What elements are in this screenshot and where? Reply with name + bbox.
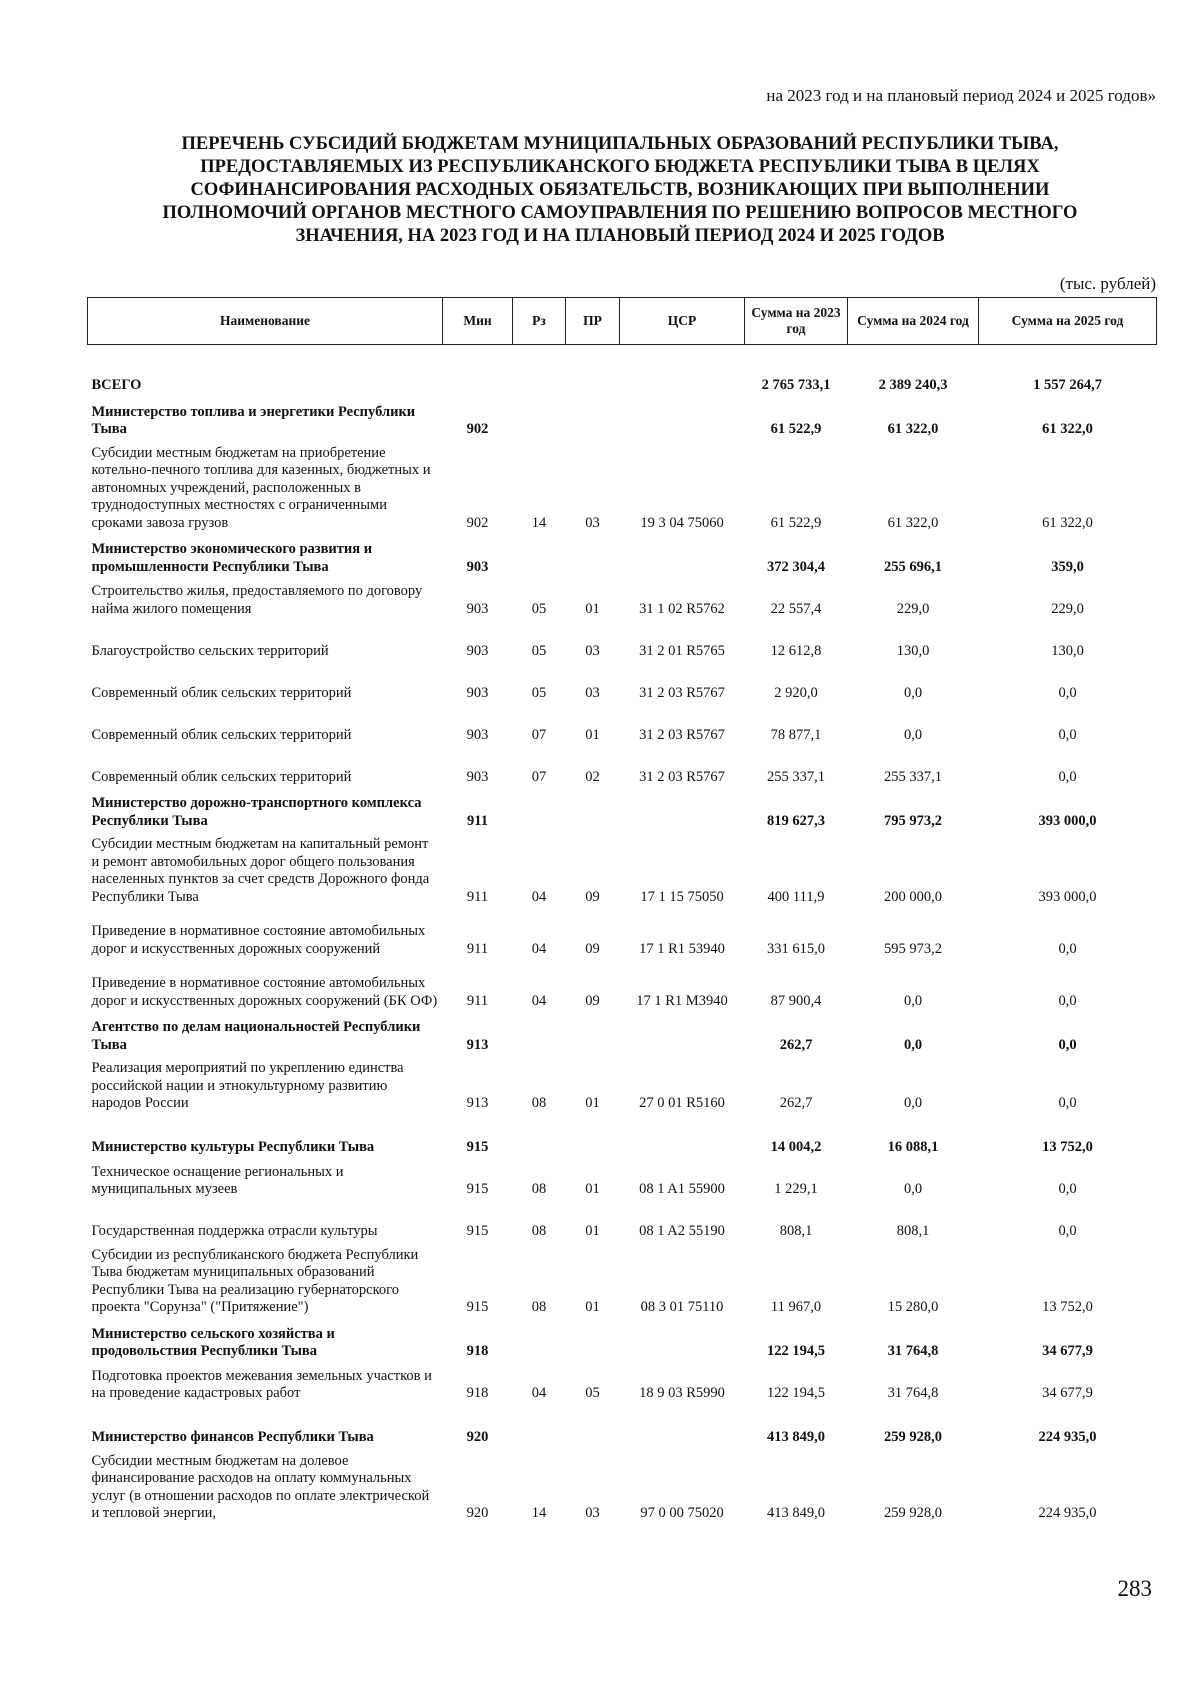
row-sum-2025: 0,0 — [1058, 1181, 1077, 1197]
row-sum-2023: 61 522,9 — [770, 514, 822, 531]
row-min: 902 — [466, 514, 489, 531]
title-line: ПОЛНОМОЧИЙ ОРГАНОВ МЕСТНОГО САМОУПРАВЛЕНИЯ ПО РЕШЕНИЮ ВОПРОСОВ МЕСТНОГО — [162, 203, 1078, 223]
row-rz — [513, 1117, 566, 1161]
row-pr: 05 — [585, 1385, 600, 1401]
table-row — [88, 1245, 1157, 1321]
row-name: Современный облик сельских территорий — [91, 726, 352, 743]
row-pr — [566, 1117, 620, 1161]
row-rz — [513, 790, 566, 834]
table-row — [88, 622, 1157, 664]
row-sum-2024: 259 928,0 — [884, 1505, 942, 1521]
row-sum-2025: 0,0 — [1058, 940, 1077, 957]
row-pr: 03 — [585, 642, 600, 659]
table-row — [88, 1058, 1157, 1117]
row-min: 903 — [466, 642, 489, 659]
row-min: 903 — [466, 684, 489, 701]
row-sum-2023: 12 612,8 — [770, 642, 822, 659]
row-rz: 04 — [531, 992, 547, 1009]
row-sum-2024: 259 928,0 — [884, 1429, 942, 1445]
table-row-group — [88, 1321, 1157, 1365]
row-sum-2024: 2 389 240,3 — [878, 377, 948, 393]
row-sum-2025: 61 322,0 — [1042, 421, 1093, 437]
table-row — [88, 443, 1157, 537]
row-rz: 07 — [531, 768, 547, 785]
row-sum-2023: 11 967,0 — [770, 1299, 822, 1315]
row-min: 915 — [466, 1181, 489, 1197]
row-sum-2025: 224 935,0 — [1038, 1505, 1097, 1521]
row-name: Субсидии из республиканского бюджета Республики Тыва бюджетам муниципальных образований Республики Тыва на реализацию губернаторского проекта "Сорунза" ("Притяжение") — [91, 1246, 419, 1315]
row-rz — [513, 399, 566, 443]
row-sum-2023: 61 522,9 — [770, 421, 822, 437]
row-rz: 14 — [531, 1505, 547, 1521]
table-row — [88, 834, 1157, 910]
row-name: Приведение в нормативное состояние автомобильных дорог и искусственных дорожных сооружений (БК ОФ) — [91, 975, 438, 1009]
row-sum-2025: 393 000,0 — [1038, 812, 1097, 829]
row-pr — [566, 536, 620, 580]
table-row — [88, 1365, 1157, 1407]
row-sum-2025: 0,0 — [1058, 768, 1077, 785]
row-sum-2025: 34 677,9 — [1042, 1385, 1093, 1401]
row-csr: 19 3 04 75060 — [640, 514, 724, 531]
row-min: 920 — [466, 1505, 489, 1521]
row-pr — [566, 345, 620, 399]
column-header-rz: Рз — [513, 298, 566, 345]
row-rz: 04 — [531, 940, 547, 957]
table-row — [88, 580, 1157, 622]
table-row-group — [88, 790, 1157, 834]
row-min: 915 — [466, 1223, 489, 1239]
row-sum-2024: 31 764,8 — [887, 1343, 939, 1359]
row-pr — [566, 790, 620, 834]
row-rz — [513, 345, 566, 399]
row-sum-2024: 0,0 — [903, 1095, 923, 1111]
row-rz: 08 — [531, 1095, 547, 1111]
row-sum-2024: 15 280,0 — [887, 1299, 939, 1315]
row-min: 903 — [466, 768, 489, 785]
row-sum-2023: 413 849,0 — [767, 1505, 825, 1521]
title-line: ПЕРЕЧЕНЬ СУБСИДИЙ БЮДЖЕТАМ МУНИЦИПАЛЬНЫХ ОБРАЗОВАНИЙ РЕСПУБЛИКИ ТЫВА, — [181, 134, 1059, 154]
row-sum-2024: 200 000,0 — [884, 888, 942, 905]
row-pr: 03 — [585, 1505, 600, 1521]
subsidies-table — [87, 297, 1157, 1527]
row-csr: 31 1 02 R5762 — [639, 600, 725, 617]
row-name: Субсидии местным бюджетам на долевое финансирование расходов на оплату коммунальных услуг (в отношении расходов по оплате электрической и тепловой энергии, — [91, 1452, 430, 1521]
row-rz: 05 — [531, 600, 547, 617]
row-csr: 97 0 00 75020 — [640, 1505, 724, 1521]
row-min: 902 — [466, 421, 489, 437]
row-sum-2024: 0,0 — [903, 992, 923, 1009]
row-name: Строительство жилья, предоставляемого по договору найма жилого помещения — [91, 583, 423, 617]
row-rz — [513, 1014, 566, 1058]
row-min: 918 — [466, 1385, 489, 1401]
row-min: 911 — [466, 888, 489, 905]
row-pr: 01 — [585, 1223, 600, 1239]
row-name: Министерство сельского хозяйства и продовольствия Республики Тыва — [91, 1325, 335, 1359]
column-header-csr: ЦСР — [620, 298, 745, 345]
row-pr — [566, 399, 620, 443]
row-sum-2023: 262,7 — [779, 1036, 813, 1053]
row-sum-2025: 13 752,0 — [1042, 1299, 1093, 1315]
row-csr: 17 1 R1 M3940 — [636, 992, 728, 1009]
row-name: Подготовка проектов межевания земельных участков и на проведение кадастровых работ — [91, 1367, 432, 1401]
table-row — [88, 1203, 1157, 1245]
row-pr: 01 — [585, 1095, 600, 1111]
table-row — [88, 706, 1157, 748]
row-rz: 08 — [531, 1223, 547, 1239]
row-sum-2025: 0,0 — [1058, 992, 1077, 1009]
row-name: Реализация мероприятий по укреплению единства российской нации и этнокультурному развитию народов России — [91, 1060, 404, 1111]
row-min — [443, 345, 513, 399]
row-pr: 01 — [585, 726, 600, 743]
row-sum-2025: 229,0 — [1051, 600, 1084, 617]
row-csr: 31 2 03 R5767 — [639, 768, 725, 785]
row-pr: 03 — [585, 514, 600, 531]
table-row-group — [88, 1407, 1157, 1451]
page-number: 283 — [1117, 1576, 1152, 1601]
table-row — [88, 1161, 1157, 1203]
row-sum-2025: 61 322,0 — [1042, 514, 1093, 531]
row-min: 903 — [466, 726, 489, 743]
row-name: ВСЕГО — [91, 377, 142, 393]
row-sum-2023: 122 194,5 — [767, 1385, 825, 1401]
column-header-name: Наименование — [88, 298, 443, 345]
row-sum-2025: 1 557 264,7 — [1033, 377, 1102, 393]
row-csr: 17 1 R1 53940 — [639, 940, 725, 957]
row-sum-2023: 331 615,0 — [767, 940, 825, 957]
row-rz: 07 — [531, 726, 547, 743]
document-subtitle: на 2023 год и на плановый период 2024 и 2025 годов» — [766, 86, 1156, 105]
row-pr: 01 — [585, 1181, 600, 1197]
row-sum-2025: 0,0 — [1058, 1095, 1077, 1111]
row-rz: 08 — [531, 1299, 547, 1315]
row-rz: 05 — [531, 642, 547, 659]
row-sum-2023: 372 304,4 — [767, 558, 825, 575]
row-sum-2024: 16 088,1 — [887, 1139, 939, 1155]
row-min: 915 — [466, 1139, 489, 1155]
row-sum-2024: 61 322,0 — [887, 514, 939, 531]
row-min: 915 — [466, 1299, 489, 1315]
table-row — [88, 962, 1157, 1014]
row-sum-2023: 122 194,5 — [767, 1343, 825, 1359]
table-row-group — [88, 1014, 1157, 1058]
row-pr — [566, 1407, 620, 1451]
row-name: Техническое оснащение региональных и муниципальных музеев — [91, 1163, 344, 1197]
row-rz — [513, 1321, 566, 1365]
row-name: Благоустройство сельских территорий — [91, 642, 329, 659]
title-line: СОФИНАНСИРОВАНИЯ РАСХОДНЫХ ОБЯЗАТЕЛЬСТВ, ВОЗНИКАЮЩИХ ПРИ ВЫПОЛНЕНИИ — [190, 180, 1050, 200]
row-sum-2023: 413 849,0 — [767, 1429, 825, 1445]
row-sum-2025: 0,0 — [1058, 1036, 1077, 1053]
row-csr: 31 2 03 R5767 — [639, 684, 725, 701]
row-pr: 09 — [585, 940, 600, 957]
table-row — [88, 748, 1157, 790]
table-row-group — [88, 399, 1157, 443]
row-min: 913 — [466, 1036, 489, 1053]
table-body — [88, 345, 1157, 1527]
row-min: 903 — [466, 600, 489, 617]
table-row — [88, 1451, 1157, 1527]
row-pr: 01 — [585, 600, 600, 617]
row-name: Приведение в нормативное состояние автомобильных дорог и искусственных дорожных сооружений — [91, 923, 426, 957]
row-pr: 09 — [585, 888, 600, 905]
row-sum-2024: 0,0 — [903, 1036, 923, 1053]
row-csr: 27 0 01 R5160 — [639, 1095, 725, 1111]
row-sum-2024: 808,1 — [896, 1223, 930, 1239]
row-sum-2023: 2 765 733,1 — [761, 377, 831, 393]
row-sum-2024: 255 337,1 — [884, 768, 942, 785]
row-min: 911 — [467, 812, 488, 829]
row-sum-2023: 808,1 — [779, 1223, 813, 1239]
row-pr — [566, 1321, 620, 1365]
row-sum-2025: 0,0 — [1058, 1223, 1077, 1239]
row-csr — [620, 536, 745, 580]
row-sum-2024: 255 696,1 — [884, 558, 942, 575]
row-csr — [620, 345, 745, 399]
row-sum-2025: 393 000,0 — [1038, 888, 1097, 905]
row-name: Министерство экономического развития и промышленности Республики Тыва — [91, 541, 373, 575]
row-sum-2025: 13 752,0 — [1042, 1139, 1093, 1155]
column-header-pr: ПР — [566, 298, 620, 345]
table-header-row — [88, 298, 1157, 345]
row-rz — [513, 1407, 566, 1451]
row-rz: 04 — [531, 888, 547, 905]
row-sum-2024: 229,0 — [896, 600, 930, 617]
row-min: 918 — [466, 1343, 489, 1359]
row-sum-2024: 61 322,0 — [887, 421, 939, 437]
row-csr: 08 1 A2 55190 — [639, 1223, 725, 1239]
row-sum-2025: 224 935,0 — [1038, 1429, 1097, 1445]
column-header-2024: Сумма на 2024 год — [848, 298, 979, 345]
row-pr: 03 — [585, 684, 600, 701]
row-csr — [620, 1117, 745, 1161]
title-line: ЗНАЧЕНИЯ, НА 2023 ГОД И НА ПЛАНОВЫЙ ПЕРИОД 2024 И 2025 ГОДОВ — [295, 226, 945, 246]
row-sum-2023: 819 627,3 — [767, 812, 825, 829]
row-sum-2025: 34 677,9 — [1042, 1343, 1093, 1359]
row-csr: 17 1 15 75050 — [640, 888, 724, 905]
row-name: Современный облик сельских территорий — [91, 768, 352, 785]
title-line: ПРЕДОСТАВЛЯЕМЫХ ИЗ РЕСПУБЛИКАНСКОГО БЮДЖЕТА РЕСПУБЛИКИ ТЫВА В ЦЕЛЯХ — [200, 157, 1040, 177]
row-csr — [620, 1321, 745, 1365]
row-sum-2024: 31 764,8 — [887, 1385, 939, 1401]
row-rz: 14 — [531, 514, 547, 531]
row-sum-2024: 0,0 — [903, 1181, 923, 1197]
row-csr: 08 1 A1 55900 — [639, 1181, 725, 1197]
table-row-group — [88, 345, 1157, 399]
row-sum-2024: 130,0 — [896, 642, 930, 659]
row-name: Министерство топлива и энергетики Республики Тыва — [91, 403, 416, 437]
row-rz: 04 — [531, 1385, 547, 1401]
row-rz: 05 — [531, 684, 547, 701]
row-sum-2024: 0,0 — [903, 684, 923, 701]
row-csr: 31 2 03 R5767 — [639, 726, 725, 743]
row-name: Государственная поддержка отрасли культуры — [91, 1223, 378, 1239]
row-sum-2023: 78 877,1 — [770, 726, 822, 743]
row-min: 913 — [466, 1095, 489, 1111]
table-row-group — [88, 1117, 1157, 1161]
row-name: Субсидии местным бюджетам на капитальный ремонт и ремонт автомобильных дорог общего пользования населенных пунктов за счет средств Дорожного фонда Республики Тыва — [91, 836, 430, 905]
row-csr: 31 2 01 R5765 — [639, 642, 725, 659]
row-pr: 01 — [585, 1299, 600, 1315]
row-sum-2023: 87 900,4 — [770, 992, 822, 1009]
row-csr — [620, 790, 745, 834]
row-sum-2024: 0,0 — [903, 726, 923, 743]
row-min: 911 — [466, 992, 489, 1009]
document-title — [80, 133, 1160, 248]
row-name: Министерство финансов Республики Тыва — [91, 1429, 374, 1445]
row-sum-2025: 359,0 — [1051, 558, 1084, 575]
row-name: Субсидии местным бюджетам на приобретение котельно-печного топлива для казенных, бюджетных и автономных учреждений, расположенных в труднодоступных местностях с ограниченными сроками завоза грузов — [91, 444, 431, 531]
row-name: Агентство по делам национальностей Республики Тыва — [91, 1019, 421, 1053]
column-header-2023: Сумма на 2023 год — [745, 298, 848, 345]
table-row-group — [88, 536, 1157, 580]
row-csr — [620, 399, 745, 443]
row-min: 903 — [466, 558, 489, 575]
row-sum-2023: 400 111,9 — [767, 888, 825, 905]
row-csr — [620, 1407, 745, 1451]
row-sum-2023: 14 004,2 — [770, 1139, 822, 1155]
table-row — [88, 664, 1157, 706]
row-min: 920 — [466, 1429, 489, 1445]
column-header-2025: Сумма на 2025 год — [979, 298, 1157, 345]
row-sum-2025: 0,0 — [1058, 726, 1077, 743]
row-sum-2023: 2 920,0 — [774, 684, 818, 701]
row-name: Министерство культуры Республики Тыва — [91, 1139, 375, 1155]
row-pr: 09 — [585, 992, 600, 1009]
row-rz — [513, 536, 566, 580]
row-csr — [620, 1014, 745, 1058]
column-header-min: Мин — [443, 298, 513, 345]
row-pr: 02 — [585, 768, 600, 785]
row-sum-2024: 795 973,2 — [884, 812, 942, 829]
row-sum-2025: 0,0 — [1058, 684, 1077, 701]
table-row — [88, 910, 1157, 962]
row-sum-2023: 262,7 — [779, 1095, 813, 1111]
row-min: 911 — [466, 940, 489, 957]
row-rz: 08 — [531, 1181, 547, 1197]
row-sum-2023: 22 557,4 — [770, 600, 822, 617]
unit-label: (тыс. рублей) — [1059, 274, 1156, 293]
row-pr — [566, 1014, 620, 1058]
row-sum-2025: 130,0 — [1051, 642, 1084, 659]
row-sum-2024: 595 973,2 — [884, 940, 942, 957]
row-sum-2023: 255 337,1 — [767, 768, 825, 785]
row-name: Современный облик сельских территорий — [91, 684, 352, 701]
row-name: Министерство дорожно-транспортного комплекса Республики Тыва — [91, 795, 422, 829]
row-sum-2023: 1 229,1 — [774, 1181, 818, 1197]
row-csr: 08 3 01 75110 — [640, 1299, 724, 1315]
row-csr: 18 9 03 R5990 — [639, 1385, 725, 1401]
